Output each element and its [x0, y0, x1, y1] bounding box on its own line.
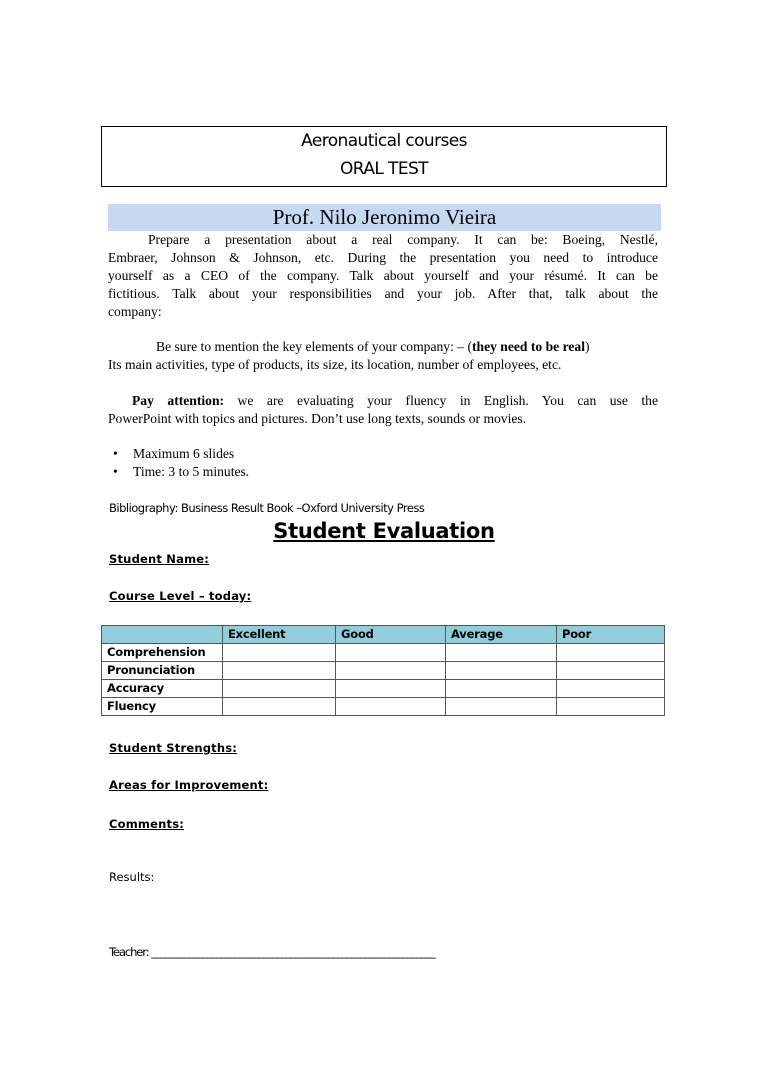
professor-banner: Prof. Nilo Jeronimo Vieira: [108, 204, 661, 231]
cell[interactable]: [446, 680, 557, 698]
emphasis: they need to be real: [471, 339, 585, 354]
paragraph-line: yourself as a CEO of the company. Talk about yourself and your résumé. It can be: [108, 268, 658, 283]
bibliography: Bibliography: Business Result Book –Oxford University Press: [109, 501, 425, 515]
row-label: Pronunciation: [102, 662, 223, 680]
paragraph-line: [108, 392, 658, 410]
improvement-label: Areas for Improvement:: [109, 778, 269, 792]
cell[interactable]: [223, 644, 336, 662]
course-level-label: Course Level – today:: [109, 589, 252, 603]
table-row: [102, 698, 665, 716]
cell[interactable]: [446, 662, 557, 680]
title-box: [101, 126, 667, 187]
course-title: Aeronautical courses: [301, 131, 467, 151]
cell[interactable]: [336, 662, 446, 680]
bullet-item: • Time: 3 to 5 minutes.: [133, 464, 249, 480]
emphasis: Pay attention:: [132, 393, 225, 408]
header-cell: Good: [336, 626, 446, 644]
table-header: [102, 626, 665, 644]
results-label: Results:: [109, 870, 155, 884]
cell[interactable]: [446, 698, 557, 716]
text: Be sure to mention the key elements of your company: – (: [156, 339, 472, 354]
text: ): [585, 339, 590, 354]
header-cell: [102, 626, 223, 644]
table-row: [102, 680, 665, 698]
comments-label: Comments:: [109, 817, 185, 831]
text: we are evaluating your fluency in English. You can use the: [224, 393, 658, 408]
cell[interactable]: [223, 662, 336, 680]
cell[interactable]: [557, 662, 665, 680]
cell[interactable]: [557, 644, 665, 662]
cell[interactable]: [336, 644, 446, 662]
cell[interactable]: [557, 698, 665, 716]
paragraph-line: PowerPoint with topics and pictures. Don’t use long texts, sounds or movies.: [108, 411, 527, 426]
table-row: [102, 644, 665, 662]
paragraph-line: company:: [108, 304, 162, 319]
evaluation-title: Student Evaluation: [273, 519, 495, 543]
paragraph-line: fictitious. Talk about your responsibilities and your job. After that, talk about the: [108, 286, 658, 301]
row-label: Accuracy: [102, 680, 223, 698]
cell[interactable]: [336, 698, 446, 716]
bullet-item: • Maximum 6 slides: [133, 446, 234, 462]
header-cell: Average: [446, 626, 557, 644]
paragraph-line: Its main activities, type of products, its size, its location, number of employees, etc.: [108, 357, 562, 372]
test-title: ORAL TEST: [340, 159, 428, 179]
table-row: [102, 662, 665, 680]
cell[interactable]: [223, 680, 336, 698]
paragraph-line: [156, 338, 656, 356]
teacher-signature-line: Teacher: _____________________________________________________________: [109, 945, 435, 959]
cell[interactable]: [336, 680, 446, 698]
row-label: Fluency: [102, 698, 223, 716]
header-cell: Poor: [557, 626, 665, 644]
student-name-label: Student Name:: [109, 552, 210, 566]
paragraph-line: Embraer, Johnson & Johnson, etc. During the presentation you need to introduce: [108, 250, 658, 265]
paragraph-line: Prepare a presentation about a real company. It can be: Boeing, Nestlé,: [148, 232, 658, 247]
header-cell: Excellent: [223, 626, 336, 644]
cell[interactable]: [557, 680, 665, 698]
evaluation-table: [101, 625, 665, 716]
strengths-label: Student Strengths:: [109, 741, 238, 755]
row-label: Comprehension: [102, 644, 223, 662]
cell[interactable]: [223, 698, 336, 716]
cell[interactable]: [446, 644, 557, 662]
